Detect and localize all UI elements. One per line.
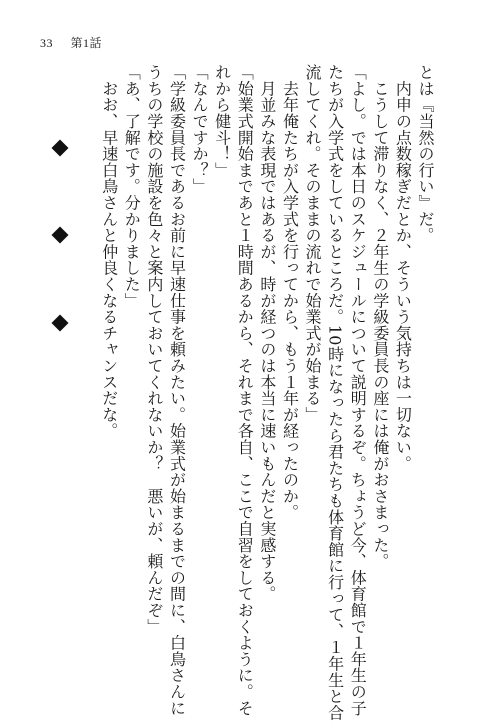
text-line: たちが入学式をしているところだ。10時になったら君たちも体育館に行って、１年生と合 [325, 64, 345, 721]
text-line: 「なんですか？」 [190, 64, 210, 195]
page-number: 33 [40, 36, 53, 50]
text-line: うちの学校の施設を色々と案内しておいてくれないか？ 悪いが、頼んだぞ」 [144, 64, 164, 635]
text-line: 月並みな表現ではあるが、時が経つのは本当に速いもんだと実感する。 [257, 64, 277, 602]
text-line: 内申の点数稼ぎだとか、そういう気持ちは一切ない。 [393, 64, 413, 472]
page-header [40, 34, 102, 51]
text-line: 「あ、了解です。分かりました」 [122, 64, 142, 309]
text-line: 流してくれ。そのままの流れで始業式が始まる」 [303, 64, 323, 423]
text-line: とは『当然の行い』だ。 [416, 64, 435, 244]
text-line: 去年俺たちが入学式を行ってから、もう１年が経ったのか。 [280, 64, 300, 521]
section-break-diamond [52, 227, 69, 244]
text-line: れから健斗！」 [212, 64, 232, 179]
text-line: こうして滞りなく、２年生の学級委員長の座には俺がおさまった。 [370, 64, 390, 570]
section-break-diamond [52, 140, 69, 157]
chapter-title: 第1話 [70, 36, 103, 50]
section-break-diamond [52, 315, 69, 332]
text-line: 「よし。では本日のスケジュールについて説明するぞ。ちょうど今、体育館で１年生の子 [348, 64, 368, 716]
text-line: 「学級委員長であるお前に早速仕事を頼みたい。始業式が始まるまでの間に、白鳥さんに [167, 64, 187, 716]
text-line: おお、早速白鳥さんと仲良くなるチャンスだな。 [99, 64, 119, 439]
vertical-text-body [97, 64, 436, 721]
text-line: 「始業式開始まであと１時間あるから、それまで各自、ここで自習をしておくように。そ [235, 64, 255, 716]
